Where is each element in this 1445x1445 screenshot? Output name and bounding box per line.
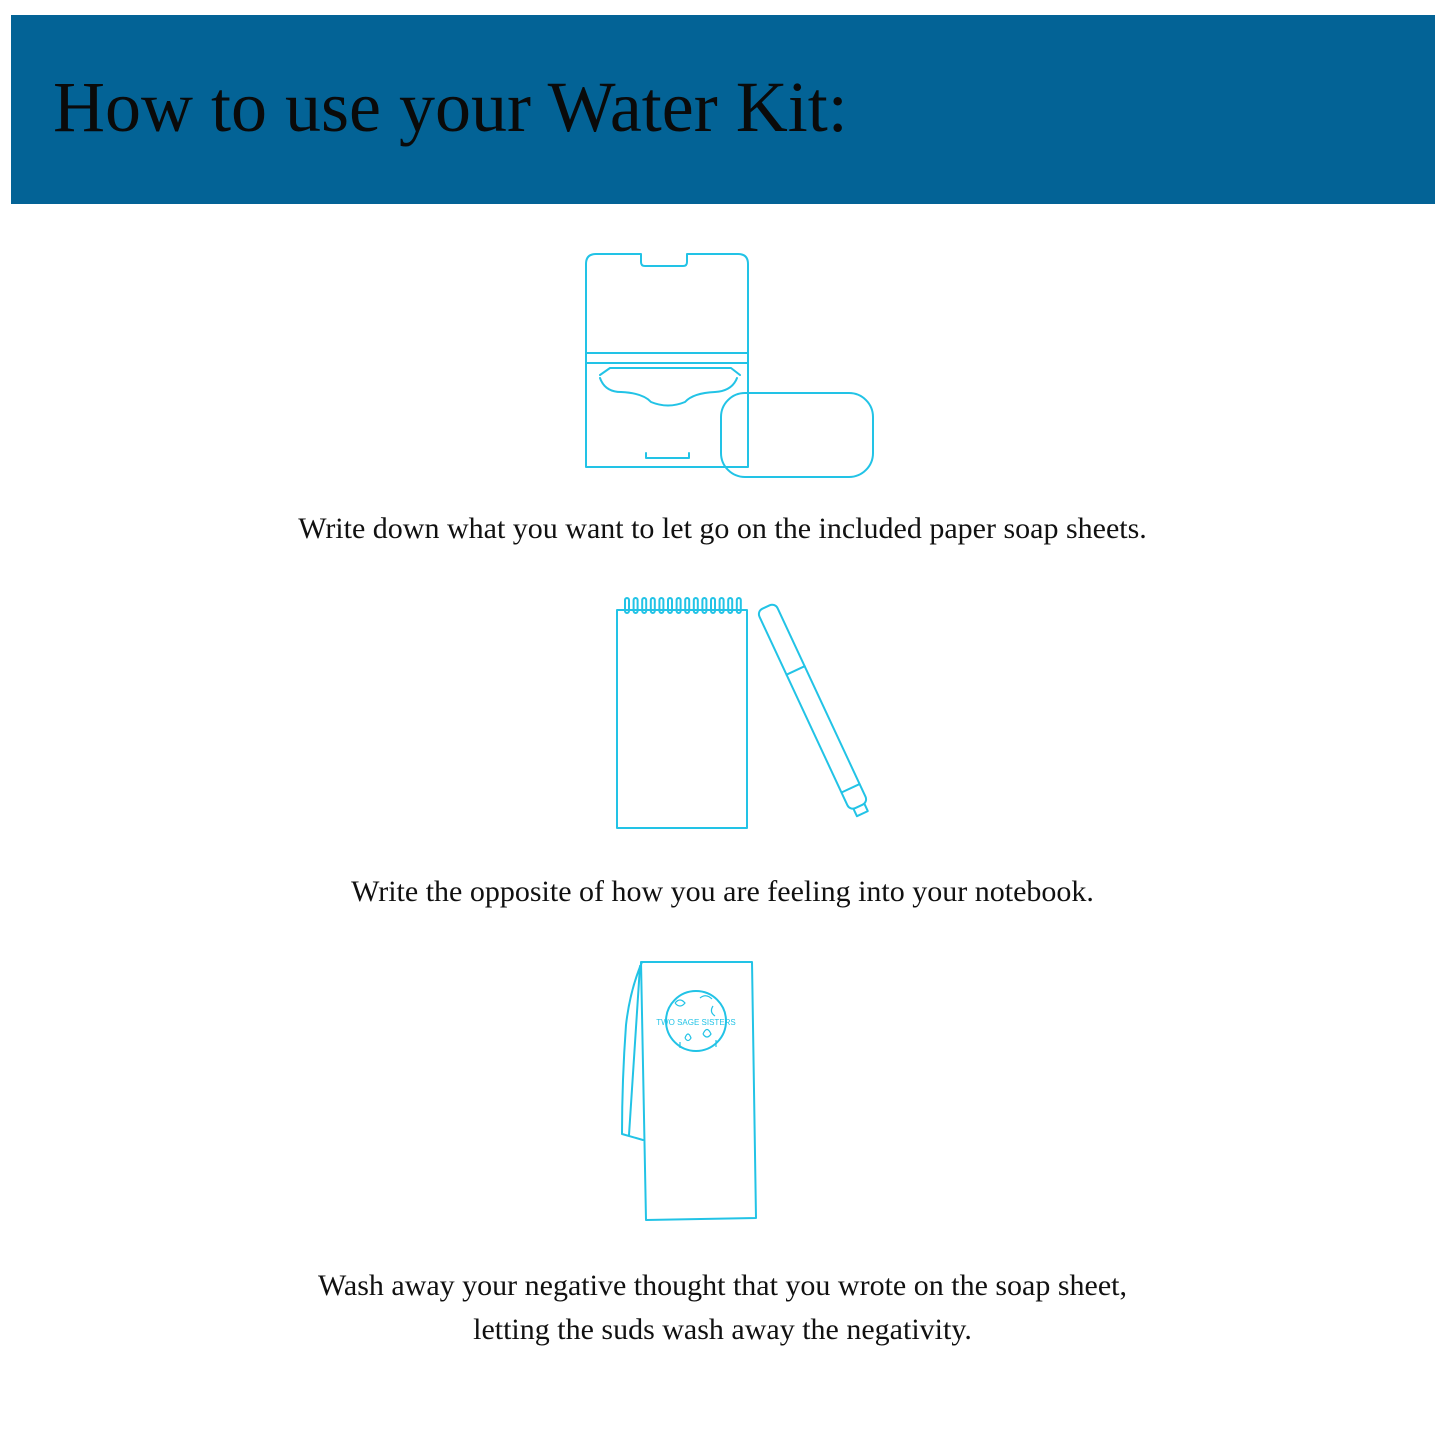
- step-3-text-line-1: Wash away your negative thought that you wrote on the soap sheet,: [317, 1269, 1128, 1302]
- step-2-text: Write the opposite of how you are feeling into your notebook.: [351, 875, 1094, 908]
- towel-logo-text: TWO SAGE SISTERS: [656, 1018, 736, 1027]
- step-3-text: [0, 1264, 1445, 1352]
- step-3-text-line-2: letting the suds wash away the negativity.: [473, 1313, 972, 1346]
- step-1-text: Write down what you want to let go on the included paper soap sheets.: [298, 512, 1147, 545]
- page-title: How to use your Water Kit:: [53, 67, 848, 147]
- towel-with-logo-icon: [612, 952, 772, 1232]
- header-banner: [11, 15, 1435, 204]
- soap-sheet-packet-and-soap-bar-icon: [575, 245, 885, 485]
- spiral-notebook-and-pen-icon: [605, 590, 890, 840]
